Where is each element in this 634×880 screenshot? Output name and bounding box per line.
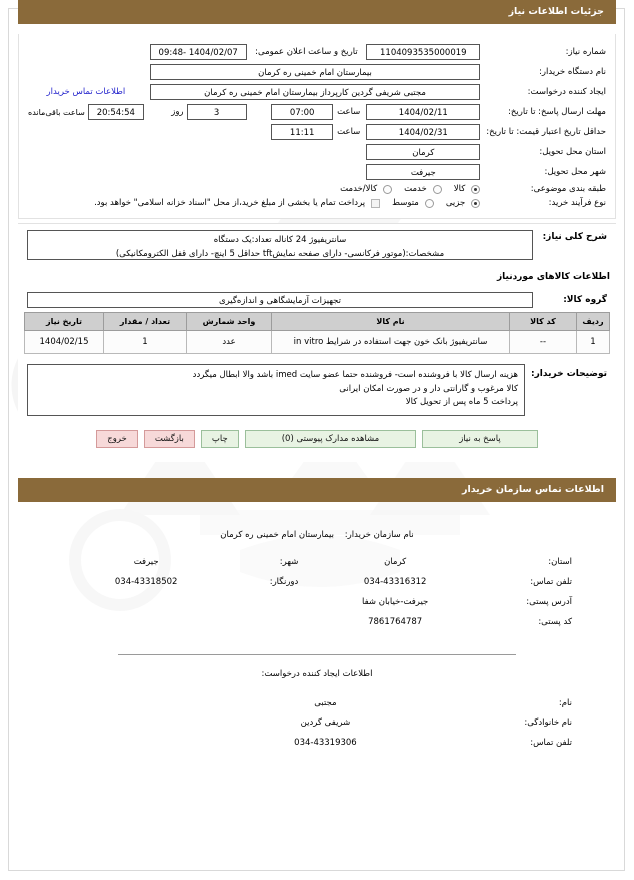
deadline-time-field[interactable]: 07:00 [271,104,333,120]
goods-section-title: اطلاعات کالاهای موردنیاز [496,272,610,282]
creator-table [58,693,576,753]
row-summary [24,228,610,262]
radio-process-medium-label: متوسط [392,198,419,208]
radio-category-goods-label: کالا [453,184,466,194]
contact-province-value: کرمان [384,557,407,567]
notes-line-2: کالا مرغوب و گارانتی دار و در صورت امکان ایرانی [339,383,519,394]
action-button-bar [24,430,610,448]
row-notes [24,362,610,418]
radio-category-goods[interactable] [471,185,480,194]
radio-process-minor-label: جزیی [445,198,466,208]
contact-province-label: استان: [548,557,572,567]
radio-category-goods-service[interactable] [383,185,392,194]
contact-phone-label: تلفن تماس: [530,577,572,587]
city-label: شهر محل تحویل: [544,167,606,177]
row-goods-group [24,290,610,310]
deadline-label: مهلت ارسال پاسخ: تا تاریخ: [508,107,606,117]
details-section-header: جزئیات اطلاعات نیاز [18,0,616,24]
creator-section-title: اطلاعات ایجاد کننده درخواست: [261,669,373,679]
radio-process-medium[interactable] [425,199,434,208]
contact-zip-value: 7861764787 [368,617,423,627]
buyer-contact-link[interactable]: اطلاعات تماس خریدار [46,87,126,97]
process-type-radio-group [28,198,480,208]
row-city [25,162,609,182]
goods-table-body [25,331,610,354]
radio-category-service[interactable] [433,185,442,194]
contact-zip-label: کد پستی: [538,617,572,627]
notes-line-3: پرداخت 5 ماه پس از تحویل کالا [405,397,519,407]
city-field[interactable]: جیرفت [366,164,480,180]
cell-code: -- [510,331,577,354]
category-label: طبقه بندی موضوعی: [530,184,606,194]
validity-date-field[interactable]: 1404/02/31 [366,124,480,140]
creator-phone-value: 034-43319306 [294,738,357,748]
contact-row-zip [58,612,576,632]
contact-fax-label: دورنگار: [269,577,299,587]
summary-field[interactable] [27,230,533,260]
contact-panel [18,516,616,757]
row-buyer-org [25,62,609,82]
cell-quantity: 1 [104,331,187,354]
col-name: نام کالا [272,313,510,331]
creator-field[interactable]: مجتبی شریفی گردین کارپرداز بیمارستان امام خمینی ره کرمان [150,84,480,100]
row-need-number [25,42,609,62]
goods-panel [18,223,616,462]
row-category [25,182,609,196]
countdown-timer-field: 20:54:54 [88,104,144,120]
need-number-label: شماره نیاز: [565,47,606,57]
category-radio-group [28,184,480,194]
table-row[interactable] [25,331,610,354]
goods-table-head [25,313,610,331]
col-unit: واحد شمارش [187,313,272,331]
checkbox-treasury-documents[interactable] [371,199,380,208]
goods-table [24,312,610,354]
buyer-org-contact-line [58,530,576,540]
contact-city-label: شهر: [279,557,299,567]
deadline-hour-label: ساعت [337,107,361,117]
buyer-org-contact-label: نام سازمان خریدار: [344,530,414,540]
notes-label: توضیحات خریدار: [531,369,607,379]
creator-label: ایجاد کننده درخواست: [527,87,606,97]
row-creator [25,82,609,102]
summary-label: شرح کلی نیاز: [542,232,607,242]
creator-row-phone [58,733,576,753]
deadline-date-field[interactable]: 1404/02/11 [366,104,480,120]
buyer-org-label: نام دستگاه خریدار: [539,67,606,77]
contact-fax-value: 034-43318502 [114,577,178,587]
respond-to-need-button[interactable]: پاسخ به نیاز [422,430,538,448]
contact-section-header: اطلاعات تماس سازمان خریدار [18,478,616,502]
creator-last-name-label: نام خانوادگی: [524,718,572,728]
cell-need-date: 1404/02/15 [25,331,104,354]
summary-form [24,228,610,262]
radio-process-minor[interactable] [471,199,480,208]
back-button[interactable]: بازگشت [144,430,195,448]
contact-row-province [58,552,576,572]
contact-row-phone [58,572,576,592]
need-details-form [25,42,609,210]
creator-first-name-value: مجتبی [314,698,337,708]
radio-category-service-label: خدمت [404,184,427,194]
print-button[interactable]: چاپ [201,430,239,448]
contact-address-label: آدرس پستی: [526,597,572,607]
col-index: ردیف [577,313,610,331]
row-province [25,142,609,162]
view-attachments-button[interactable]: مشاهده مدارک پیوستی (0) [245,430,416,448]
validity-label: حداقل تاریخ اعتبار قیمت: تا تاریخ: [486,127,606,137]
notes-form [24,362,610,418]
checkbox-treasury-documents-label: پرداخت تمام یا بخشی از مبلغ خرید،از محل "اسناد خزانه اسلامی" خواهد بود. [94,198,366,208]
goods-group-label: گروه کالا: [563,295,607,305]
row-process-type [25,196,609,210]
goods-group-field[interactable]: تجهیزات آزمایشگاهی و اندازه‌گیری [27,292,533,308]
buyer-org-contact-value: بیمارستان امام خمینی ره کرمان [220,530,334,540]
process-type-label: نوع فرآیند خرید: [548,198,606,208]
contact-address-value: جیرفت-خیابان شفا [362,597,429,607]
creator-row-first-name [58,693,576,713]
col-quantity: تعداد / مقدار [104,313,187,331]
col-need-date: تاریخ نیاز [25,313,104,331]
need-number-field[interactable]: 1104093535000019 [366,44,480,60]
contact-phone-value: 034-43316312 [363,577,427,587]
province-field[interactable]: کرمان [366,144,480,160]
announce-datetime-label: تاریخ و ساعت اعلان عمومی: [255,47,358,57]
contact-city-value: جیرفت [133,557,159,567]
goods-header-row [25,313,610,331]
validity-time-field[interactable]: 11:11 [271,124,333,140]
row-validity [25,122,609,142]
notes-field[interactable] [27,364,525,416]
summary-line-1: سانتریفیوژ 24 کاناله تعداد:یک دستگاه [213,235,347,245]
announce-datetime-field[interactable]: 1404/02/07 -09:48 [150,44,247,60]
creator-first-name-label: نام: [558,698,572,708]
contact-row-address [58,592,576,612]
col-code: کد کالا [510,313,577,331]
cell-index: 1 [577,331,610,354]
contact-divider [118,654,516,655]
validity-hour-label: ساعت [337,127,361,137]
contact-table [58,552,576,632]
need-details-panel [18,34,616,219]
creator-last-name-value: شریفی گردین [300,718,351,728]
row-deadline [25,102,609,122]
remaining-days-field[interactable]: 3 [187,104,247,120]
cell-name: سانتریفیوژ بانک خون جهت استفاده در شرایط in vitro [272,331,510,354]
summary-line-2: مشخصات:(موتور فرکانسی- دارای صفحه نمایشtft حداقل 5 اینچ- دارای قفل الکترومکانیکی) [115,249,445,259]
province-label: استان محل تحویل: [539,147,606,157]
creator-phone-label: تلفن تماس: [530,738,572,748]
goods-group-form [24,290,610,310]
cell-unit: عدد [187,331,272,354]
creator-row-last-name [58,713,576,733]
notes-line-1: هزینه ارسال کالا با فروشنده است- فروشنده حتما عضو سایت imed باشد والا ابطال میگردد [192,370,519,380]
buyer-org-field[interactable]: بیمارستان امام خمینی ره کرمان [150,64,480,80]
days-unit-label: روز [171,107,184,117]
radio-category-goods-service-label: کالا/خدمت [340,184,378,194]
exit-button[interactable]: خروج [96,430,138,448]
countdown-label: ساعت باقی‌مانده [28,107,85,117]
